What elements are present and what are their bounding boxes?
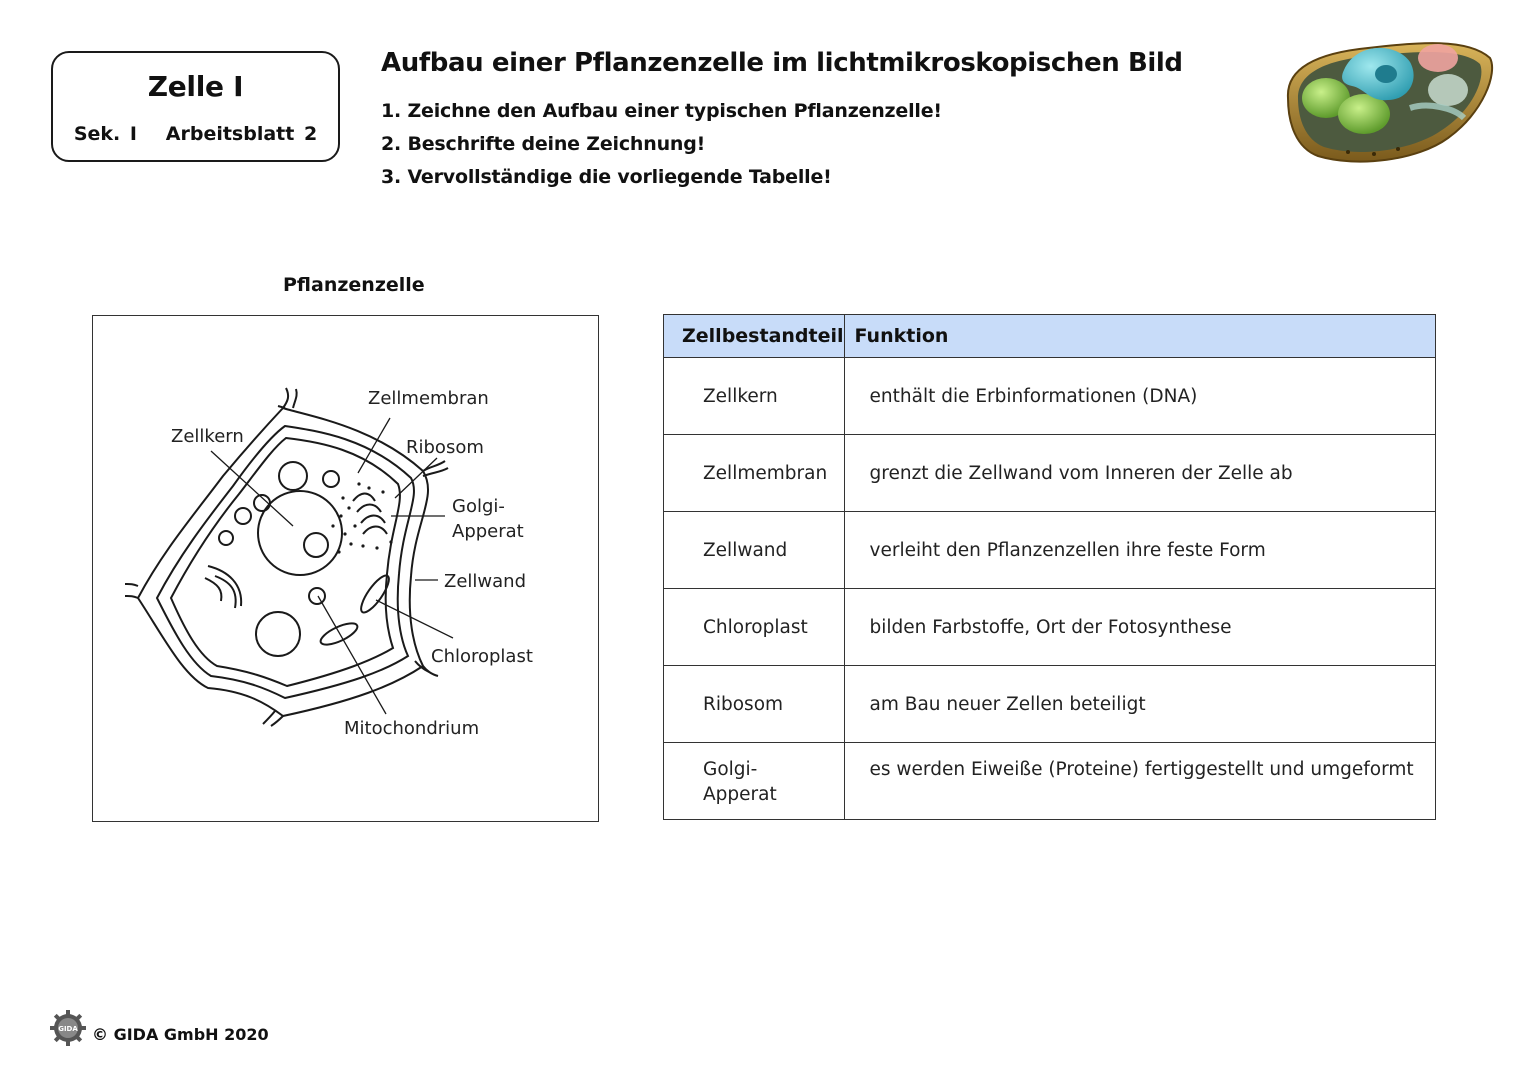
table-row bbox=[664, 743, 1436, 820]
label-ribosom: Ribosom bbox=[406, 437, 484, 458]
vacuole bbox=[323, 471, 339, 487]
nucleolus bbox=[304, 533, 328, 557]
plant-cell-drawing bbox=[93, 316, 598, 821]
cell-function: am Bau neuer Zellen beteiligt bbox=[844, 666, 1435, 743]
cell-wall-outer bbox=[138, 408, 428, 716]
table-row bbox=[664, 435, 1436, 512]
column-header-part: Zellbestandteil bbox=[664, 315, 845, 358]
cell-part: Ribosom bbox=[664, 666, 845, 743]
leader-line bbox=[318, 596, 386, 714]
vacuole bbox=[235, 508, 251, 524]
cell-function: enthält die Erbinformationen (DNA) bbox=[844, 358, 1435, 435]
page-heading: Aufbau einer Pflanzenzelle im lichtmikroskopischen Bild bbox=[381, 48, 1183, 78]
label-chloroplast: Chloroplast bbox=[431, 646, 533, 667]
cell-part-line1: Golgi- bbox=[703, 759, 758, 780]
task-item: 3. Vervollständige die vorliegende Tabelle! bbox=[381, 166, 832, 188]
label-mitochondrium: Mitochondrium bbox=[344, 718, 480, 739]
vacuole bbox=[309, 588, 325, 604]
task-item: 2. Beschrifte deine Zeichnung! bbox=[381, 133, 706, 155]
cell-part: Zellwand bbox=[664, 512, 845, 589]
cell-part bbox=[664, 743, 845, 820]
neighbor-wall bbox=[125, 584, 138, 598]
table-row bbox=[664, 512, 1436, 589]
label-zellmembran: Zellmembran bbox=[368, 388, 489, 409]
cell-membrane bbox=[171, 438, 400, 686]
table-row bbox=[664, 589, 1436, 666]
task-list bbox=[381, 98, 942, 197]
cell-part-line2: Apperat bbox=[703, 784, 777, 805]
cell-function: grenzt die Zellwand vom Inneren der Zelle ab bbox=[844, 435, 1435, 512]
label-golgi-line1: Golgi- bbox=[452, 496, 505, 517]
label-golgi-line2: Apperat bbox=[452, 521, 524, 542]
vacuole bbox=[256, 612, 300, 656]
logo-text: GIDA bbox=[58, 1025, 78, 1033]
table-row bbox=[664, 666, 1436, 743]
golgi-apparatus bbox=[353, 494, 387, 535]
cell-function: es werden Eiweiße (Proteine) fertiggestellt und umgeformt bbox=[844, 743, 1435, 820]
label-zellwand: Zellwand bbox=[444, 571, 526, 592]
cell-part: Chloroplast bbox=[664, 589, 845, 666]
mitochondrion bbox=[205, 566, 241, 608]
table-row bbox=[664, 358, 1436, 435]
cell-function-table bbox=[663, 314, 1436, 820]
neighbor-wall bbox=[293, 389, 297, 408]
worksheet-title: Zelle I bbox=[147, 70, 244, 103]
cell-function: bilden Farbstoffe, Ort der Fotosynthese bbox=[844, 589, 1435, 666]
worksheet-title-box bbox=[51, 51, 340, 162]
diagram-title: Pflanzenzelle bbox=[283, 274, 425, 296]
column-header-function: Funktion bbox=[844, 315, 1435, 358]
chloroplast bbox=[318, 619, 360, 649]
cell-function: verleiht den Pflanzenzellen ihre feste Form bbox=[844, 512, 1435, 589]
table-header-row bbox=[664, 315, 1436, 358]
label-zellkern: Zellkern bbox=[171, 426, 244, 447]
chloroplast bbox=[357, 572, 394, 616]
worksheet-subtitle: Sek. I Arbeitsblatt 2 bbox=[73, 123, 318, 145]
plant-cell-diagram bbox=[92, 315, 599, 822]
cell-part: Zellkern bbox=[664, 358, 845, 435]
vacuole bbox=[279, 462, 307, 490]
cell-part: Zellmembran bbox=[664, 435, 845, 512]
task-item: 1. Zeichne den Aufbau einer typischen Pflanzenzelle! bbox=[381, 100, 942, 122]
gida-logo-icon bbox=[50, 1010, 86, 1046]
copyright-text: © GIDA GmbH 2020 bbox=[92, 1025, 269, 1044]
plant-cell-3d-illustration bbox=[1278, 28, 1496, 170]
vacuole bbox=[219, 531, 233, 545]
neighbor-wall bbox=[278, 388, 288, 408]
